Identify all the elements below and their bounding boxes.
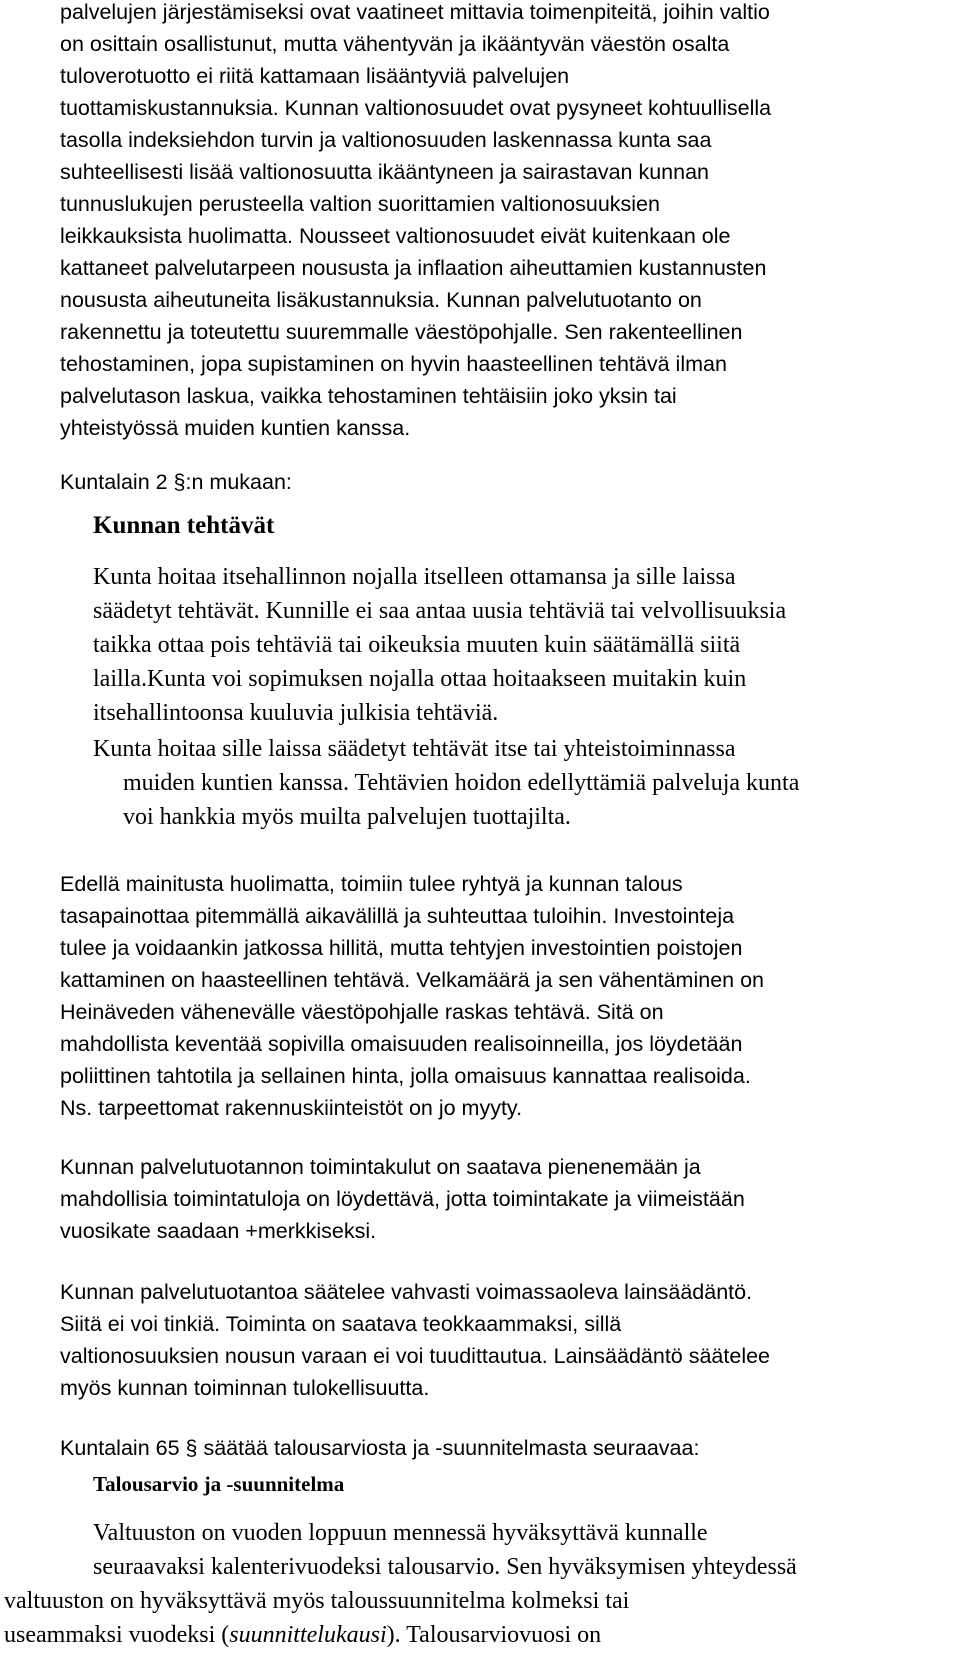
text-line: on osittain osallistunut, mutta vähentyvän ja ikääntyvän väestön osalta — [60, 32, 730, 56]
quote-line: itsehallintoonsa kuuluvia julkisia tehtäviä. — [93, 700, 499, 726]
text-line: leikkauksista huolimatta. Nousseet valtionosuudet eivät kuitenkaan ole — [60, 224, 731, 248]
text-line: rakennettu ja toteutettu suuremmalle väestöpohjalle. Sen rakenteellinen — [60, 320, 743, 344]
text-line: valtionosuuksien nousun varaan ei voi tuudittautua. Lainsäädäntö säätelee — [60, 1344, 771, 1368]
quote-line — [4, 1618, 944, 1652]
text-line: Siitä ei voi tinkiä. Toiminta on saatava teokkaammaksi, sillä — [60, 1312, 622, 1336]
quote-line: seuraavaksi kalenterivuodeksi talousarvio. Sen hyväksymisen yhteydessä — [93, 1554, 797, 1580]
text-line: noususta aiheutuneita lisäkustannuksia. Kunnan palvelutuotanto on — [60, 288, 702, 312]
section-heading: Talousarvio ja -suunnitelma — [93, 1472, 345, 1496]
quote-line: lailla.Kunta voi sopimuksen nojalla ottaa hoitaakseen muitakin kuin — [93, 666, 747, 692]
section-heading: Kunnan tehtävät — [93, 512, 275, 539]
text-line: tulee ja voidaankin jatkossa hillitä, mutta tehtyjen investointien poistojen — [60, 936, 743, 960]
quote-text: useammaksi vuodeksi ( — [4, 1622, 230, 1648]
paragraph-operating-costs — [60, 1151, 940, 1247]
law-quote-continuation — [4, 1584, 944, 1652]
quote-text: ). Talousarviovuosi on — [386, 1622, 602, 1648]
text-line: mahdollista keventää sopivilla omaisuuden realisoinneilla, jos löydetään — [60, 1032, 743, 1056]
text-line: poliittinen tahtotila ja sellainen hinta, jolla omaisuus kannattaa realisoida. — [60, 1064, 751, 1088]
text-line: tehostaminen, jopa supistaminen on hyvin haasteellinen tehtävä ilman — [60, 352, 727, 376]
paragraph-legislation — [60, 1276, 940, 1404]
law-reference-label: Kuntalain 65 § säätää talousarviosta ja -suunnitelmasta seuraavaa: — [60, 1436, 700, 1460]
text-line: palvelutason laskua, vaikka tehostaminen tehtäisiin joko yksin tai — [60, 384, 677, 408]
law-quote-paragraph — [93, 1516, 943, 1584]
text-line: mahdollisia toimintatuloja on löydettävä, jotta toimintakate ja viimeistään — [60, 1187, 745, 1211]
law-quote-paragraph — [93, 732, 933, 834]
text-line: tuloverotuotto ei riitä kattamaan lisääntyviä palvelujen — [60, 64, 570, 88]
text-line: palvelujen järjestämiseksi ovat vaatineet mittavia toimenpiteitä, joihin valtio — [60, 0, 770, 24]
paragraph-balancing-economy — [60, 868, 940, 1124]
quote-line: Kunta hoitaa sille laissa säädetyt tehtävät itse tai yhteistoiminnassa — [93, 736, 736, 762]
text-line: tuottamiskustannuksia. Kunnan valtionosuudet ovat pysyneet kohtuullisella — [60, 96, 772, 120]
text-line: Edellä mainitusta huolimatta, toimiin tulee ryhtyä ja kunnan talous — [60, 872, 683, 896]
text-line: Heinäveden vähenevälle väestöpohjalle raskas tehtävä. Sitä on — [60, 1000, 664, 1024]
text-line: suhteellisesti lisää valtionosuutta ikääntyneen ja sairastavan kunnan — [60, 160, 709, 184]
quote-line: valtuuston on hyväksyttävä myös taloussuunnitelma kolmeksi tai — [4, 1588, 630, 1614]
text-line: yhteistyössä muiden kuntien kanssa. — [60, 416, 411, 440]
text-line: tunnuslukujen perusteella valtion suorittamien valtionosuuksien — [60, 192, 660, 216]
quote-line: Valtuuston on vuoden loppuun mennessä hyväksyttävä kunnalle — [93, 1520, 708, 1546]
law-quote-paragraph — [93, 560, 933, 730]
quote-line: muiden kuntien kanssa. Tehtävien hoidon edellyttämiä palveluja kunta — [123, 770, 800, 796]
quote-line: säädetyt tehtävät. Kunnille ei saa antaa uusia tehtäviä tai velvollisuuksia — [93, 598, 787, 624]
text-line: Kunnan palvelutuotannon toimintakulut on saatava pienenemään ja — [60, 1155, 701, 1179]
quote-line: voi hankkia myös muilta palvelujen tuottajilta. — [123, 804, 571, 830]
text-line: kattaneet palvelutarpeen noususta ja inflaation aiheuttamien kustannusten — [60, 256, 767, 280]
text-line: tasolla indeksiehdon turvin ja valtionosuuden laskennassa kunta saa — [60, 128, 712, 152]
text-line: kattaminen on haasteellinen tehtävä. Velkamäärä ja sen vähentäminen on — [60, 968, 764, 992]
quote-line: taikka ottaa pois tehtäviä tai oikeuksia muuten kuin säätämällä siitä — [93, 632, 741, 658]
text-line: vuosikate saadaan +merkkiseksi. — [60, 1219, 377, 1243]
paragraph-state-funding — [60, 0, 940, 444]
law-reference-label: Kuntalain 2 §:n mukaan: — [60, 470, 292, 494]
text-line: tasapainottaa pitemmällä aikavälillä ja suhteuttaa tuloihin. Investointeja — [60, 904, 735, 928]
text-line: Kunnan palvelutuotantoa säätelee vahvasti voimassaoleva lainsäädäntö. — [60, 1280, 753, 1304]
italic-term: suunnittelukausi — [229, 1622, 387, 1648]
quote-line: Kunta hoitaa itsehallinnon nojalla itselleen ottamansa ja sille laissa — [93, 564, 736, 590]
text-line: myös kunnan toiminnan tulokellisuutta. — [60, 1376, 430, 1400]
text-line: Ns. tarpeettomat rakennuskiinteistöt on jo myyty. — [60, 1096, 523, 1120]
